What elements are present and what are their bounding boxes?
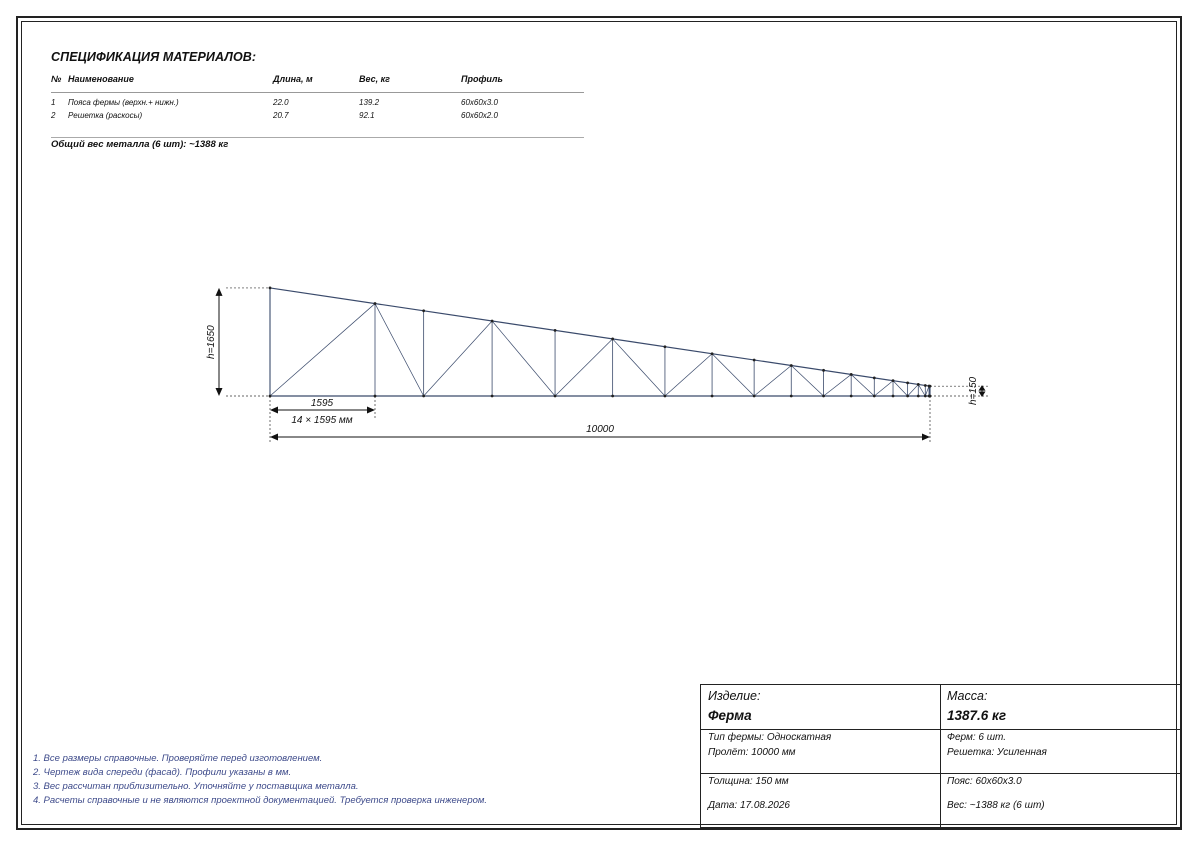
diagonal-member [824,374,852,396]
diagonal-member [665,354,712,396]
spec-cell-name: Пояса фермы (верхн.+ нижн.) [68,98,179,107]
date-value: Дата: 17.08.2026 [708,800,790,811]
node-bottom [924,395,927,398]
spec-cell-weight: 92.1 [359,111,375,120]
span-value: Пролёт: 10000 мм [708,747,796,758]
node-top [711,352,714,355]
dim-height-right-label: h=150 [968,376,979,405]
node-top [611,338,614,341]
title-block-divider-h2 [701,773,1180,774]
product-label: Изделие: [708,689,761,703]
node-top [924,384,927,387]
note-item: 2. Чертеж вида спереди (фасад). Профили указаны в мм. [33,767,292,778]
node-bottom [892,395,895,398]
dim-arrow [270,407,278,414]
dim-arrow [216,388,223,396]
title-block [700,684,1181,828]
title-block-divider-h1 [701,729,1180,730]
mass-label: Масса: [947,689,988,703]
diagonal-member [908,384,919,396]
diagonal-member [270,304,375,396]
node-bottom [491,395,494,398]
truss-type: Тип фермы: Односкатная [708,732,832,743]
dim-arrow [270,434,278,441]
node-top [892,379,895,382]
dim-height-left-label: h=1650 [206,325,217,359]
node-bottom [906,395,909,398]
node-top [664,345,667,348]
total-weight: Вес: ~1388 кг (6 шт) [947,800,1045,811]
spec-cell-profile: 60x60x3.0 [461,98,498,107]
node-bottom [850,395,853,398]
node-bottom [611,395,614,398]
node-top [422,309,425,312]
mass-value: 1387.6 кг [947,708,1007,723]
spec-total-weight: Общий вес металла (6 шт): ~1388 кг [51,139,229,150]
spec-title: СПЕЦИФИКАЦИЯ МАТЕРИАЛОВ: [51,50,257,64]
spec-col-length: Длина, м [273,74,313,84]
note-item: 3. Вес рассчитан приблизительно. Уточняйте у поставщика металла. [33,781,359,792]
diagonal-member [492,321,555,396]
node-bottom [873,395,876,398]
diagonal-member [712,354,754,396]
dim-panel-label: 1595 [310,398,334,409]
node-top [374,302,377,305]
diagonal-member [874,381,893,396]
truss-nodes [269,287,932,398]
node-top [929,385,932,388]
dim-arrow [367,407,375,414]
diagonal-member [375,304,424,396]
node-bottom [753,395,756,398]
lattice-type: Решетка: Усиленная [947,747,1047,758]
spec-col-weight: Вес, кг [359,74,390,84]
product-value: Ферма [708,708,752,723]
truss-count: Ферм: 6 шт. [947,732,1007,743]
diagonal-member [424,321,492,396]
dim-panel-note: 14 × 1595 мм [291,415,353,426]
node-top [753,359,756,362]
spec-cell-number: 2 [51,111,56,120]
note-item: 1. Все размеры справочные. Проверяйте перед изготовлением. [33,753,323,764]
spec-col-profile: Профиль [461,74,503,84]
node-bottom [822,395,825,398]
top-chord [270,288,930,386]
node-bottom [929,395,932,398]
node-top [873,376,876,379]
chord-profile: Пояс: 60x60x3.0 [947,776,1022,787]
spec-cell-profile: 60x60x2.0 [461,111,498,120]
drawing-notes [33,753,487,809]
truss-members [270,288,930,396]
node-top [790,364,793,367]
title-block-divider-v [940,685,941,827]
spec-cell-number: 1 [51,98,56,107]
spec-cell-name: Решетка (раскосы) [68,111,143,120]
spec-col-name: Наименование [68,74,134,84]
node-bottom [554,395,557,398]
note-item: 4. Расчеты справочные и не являются проектной документацией. Требуется проверка инженером. [33,795,488,806]
spec-cell-length: 20.7 [273,111,289,120]
node-bottom [664,395,667,398]
node-top [822,369,825,372]
dim-arrow [216,288,223,296]
dim-span-label: 10000 [586,424,614,435]
node-top [491,320,494,323]
spec-cell-length: 22.0 [273,98,289,107]
thickness-value: Толщина: 150 мм [708,776,789,787]
node-top [906,381,909,384]
node-top [917,383,920,386]
spec-col-number: № [51,74,62,84]
node-top [269,287,272,290]
diagonal-member [754,366,791,396]
node-bottom [269,395,272,398]
diagonal-member [613,339,665,396]
dim-arrow [922,434,930,441]
node-top [850,373,853,376]
node-bottom [374,395,377,398]
node-bottom [422,395,425,398]
diagonal-member [555,339,613,396]
node-bottom [917,395,920,398]
diagonal-member [925,386,929,396]
node-bottom [711,395,714,398]
node-bottom [790,395,793,398]
node-top [554,329,557,332]
spec-cell-weight: 139.2 [359,98,380,107]
